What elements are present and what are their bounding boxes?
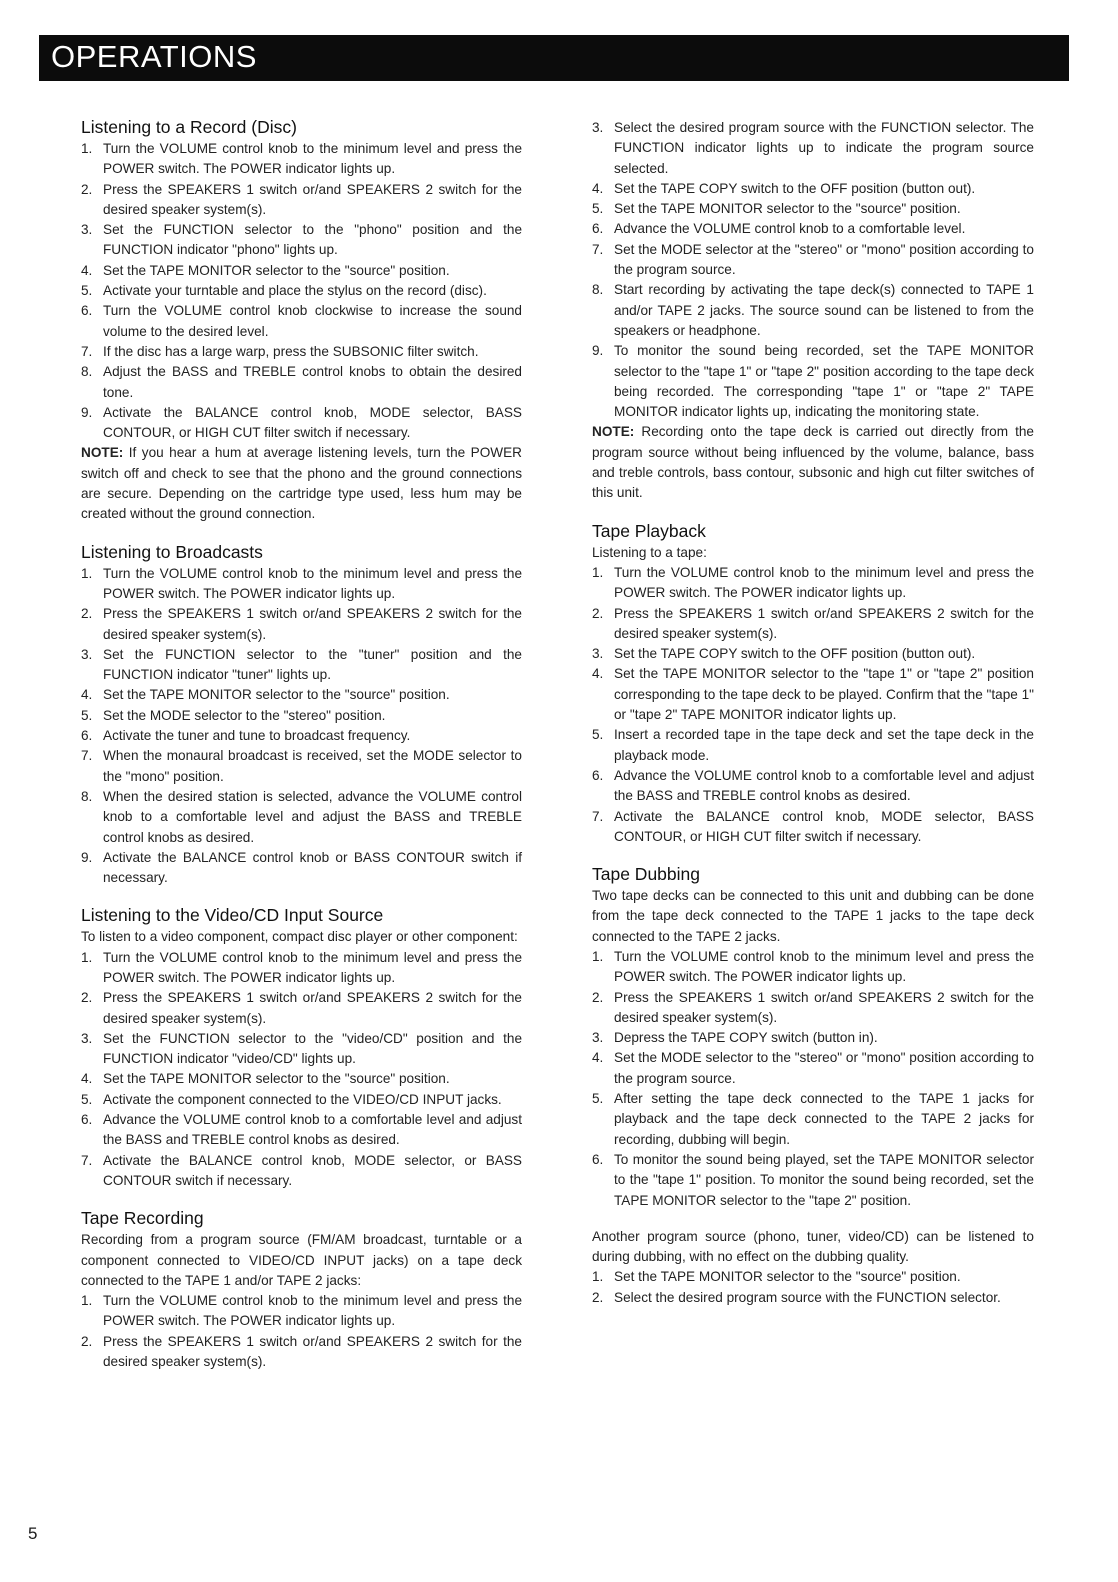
step-number: 6.: [592, 1151, 604, 1167]
spacer: [592, 1211, 1034, 1227]
step-number: 3.: [81, 222, 93, 238]
step-item: [81, 281, 522, 301]
section-record: [81, 116, 522, 525]
section-intro: Two tape decks can be connected to this unit and dubbing can be done from the tape deck connected to the TAPE 1 jacks to the tape deck connected to the TAPE 2 jacks.: [592, 888, 1034, 944]
step-number: 2.: [592, 1289, 604, 1305]
step-item: [592, 240, 1034, 281]
step-number: 5.: [592, 727, 604, 743]
step-text: Activate the BALANCE control knob, MODE selector, BASS CONTOUR, or HIGH CUT filter switch if necessary.: [103, 404, 522, 441]
section-broadcasts: [81, 541, 522, 889]
step-number: 9.: [81, 404, 93, 420]
section-dubbing: [592, 863, 1034, 1308]
step-number: 2.: [81, 990, 93, 1006]
step-text: Set the MODE selector at the "stereo" or "mono" position according to the program source.: [614, 241, 1034, 278]
step-list: [592, 1267, 1034, 1308]
step-item: [81, 220, 522, 261]
step-text: Set the MODE selector to the "stereo" or "mono" position according to the program source.: [614, 1050, 1034, 1086]
step-number: 6.: [592, 767, 604, 783]
page-title: OPERATIONS: [51, 39, 257, 74]
step-item: [81, 685, 522, 705]
step-item: [592, 1150, 1034, 1211]
step-item: [592, 988, 1034, 1029]
step-item: [592, 1089, 1034, 1150]
step-text: Set the TAPE MONITOR selector to the "source" position.: [614, 201, 961, 217]
step-text: Turn the VOLUME control knob clockwise to increase the sound volume to the desired level.: [103, 303, 522, 339]
step-number: 4.: [592, 666, 604, 682]
step-text: Press the SPEAKERS 1 switch or/and SPEAKERS 2 switch for the desired speaker system(s).: [103, 181, 522, 217]
step-text: Activate the component connected to the VIDEO/CD INPUT jacks.: [103, 1091, 502, 1107]
section-heading: Listening to a Record (Disc): [81, 117, 297, 137]
step-item: [592, 1048, 1034, 1089]
step-item: [81, 988, 522, 1029]
section-recording-continued: [592, 118, 1034, 504]
step-number: 7.: [592, 808, 604, 824]
step-item: [81, 604, 522, 645]
step-item: [81, 342, 522, 362]
step-text: Press the SPEAKERS 1 switch or/and SPEAKERS 2 switch for the desired speaker system(s).: [103, 1333, 522, 1370]
step-text: Set the FUNCTION selector to the "phono" position and the FUNCTION indicator "phono" lights up.: [103, 222, 522, 258]
note: [592, 422, 1034, 503]
step-text: Insert a recorded tape in the tape deck and set the tape deck in the playback mode.: [614, 727, 1034, 763]
step-text: Set the TAPE MONITOR selector to the "source" position.: [103, 687, 450, 703]
step-item: [81, 180, 522, 221]
step-number: 5.: [592, 201, 604, 217]
step-item: [81, 1110, 522, 1151]
step-number: 4.: [592, 1050, 604, 1066]
step-text: Set the TAPE COPY switch to the OFF position (button out).: [614, 180, 976, 196]
section-intro: To listen to a video component, compact disc player or other component:: [81, 929, 518, 945]
step-text: When the monaural broadcast is received, set the MODE selector to the "mono" position.: [103, 748, 522, 784]
step-number: 2.: [592, 989, 604, 1005]
section-heading: Listening to Broadcasts: [81, 541, 263, 562]
step-text: To monitor the sound being recorded, set the TAPE MONITOR selector to the "tape 1" or "tape 2" position according to the tape deck being recorded. The corresponding "tape 1" or "tape 2" TAPE MONITOR indicator lights up, indicating the monitoring state.: [614, 343, 1034, 420]
step-item: [592, 219, 1034, 239]
step-text: Press the SPEAKERS 1 switch or/and SPEAKERS 2 switch for the desired speaker system(s).: [614, 989, 1034, 1025]
step-item: [81, 362, 522, 403]
step-text: Press the SPEAKERS 1 switch or/and SPEAKERS 2 switch for the desired speaker system(s).: [614, 605, 1034, 641]
step-text: Start recording by activating the tape deck(s) connected to TAPE 1 and/or TAPE 2 jacks. The source sound can be listened to from the speakers or headphone.: [614, 282, 1034, 338]
step-item: [592, 179, 1034, 199]
step-text: Turn the VOLUME control knob to the minimum level and press the POWER switch. The POWER indicator lights up.: [103, 141, 522, 177]
step-number: 3.: [81, 646, 93, 662]
step-text: Turn the VOLUME control knob to the minimum level and press the POWER switch. The POWER indicator lights up.: [103, 949, 522, 985]
step-item: [81, 139, 522, 180]
step-item: [81, 1332, 522, 1373]
step-item: [592, 563, 1034, 604]
step-item: [592, 644, 1034, 664]
step-text: Turn the VOLUME control knob to the minimum level and press the POWER switch. The POWER indicator lights up.: [614, 564, 1034, 601]
note-label: NOTE:: [81, 445, 124, 461]
step-number: 1.: [592, 948, 604, 964]
step-item: [81, 1090, 522, 1110]
step-number: 4.: [81, 262, 93, 278]
step-number: 3.: [592, 120, 604, 135]
step-text: Select the desired program source with the FUNCTION selector. The FUNCTION indicator lights up to indicate the program source selected.: [614, 120, 1034, 176]
section-heading: Tape Playback: [592, 520, 706, 541]
section-intro: Recording from a program source (FM/AM broadcast, turntable or a component connected to VIDEO/CD INPUT jacks) on a tape deck connected to the TAPE 1 and/or TAPE 2 jacks:: [81, 1232, 522, 1288]
step-text: Turn the VOLUME control knob to the minimum level and press the POWER switch. The POWER indicator lights up.: [103, 1293, 522, 1329]
header-banner: [39, 35, 1069, 81]
section-videocd: [81, 904, 522, 1191]
step-item: [592, 604, 1034, 645]
step-number: 8.: [81, 788, 93, 804]
step-text: After setting the tape deck connected to the TAPE 1 jacks for playback and the tape deck connected to the TAPE 2 jacks for recording, dubbing will begin.: [614, 1091, 1034, 1147]
section-heading: Tape Recording: [81, 1208, 204, 1229]
step-item: [592, 725, 1034, 766]
step-number: 8.: [592, 282, 604, 298]
note-label: NOTE:: [592, 424, 635, 440]
step-text: Set the TAPE MONITOR selector to the "tape 1" or "tape 2" position corresponding to the tape deck to be played. Confirm that the "tape 1" or "tape 2" TAPE MONITOR indicator lights up.: [614, 666, 1034, 723]
step-item: [81, 261, 522, 281]
step-text: Activate the tuner and tune to broadcast frequency.: [103, 728, 411, 744]
step-number: 3.: [592, 646, 604, 662]
step-list: [81, 139, 522, 443]
left-column: [81, 116, 522, 1388]
step-number: 5.: [81, 707, 93, 723]
step-text: Set the FUNCTION selector to the "tuner" position and the FUNCTION indicator "tuner" lights up.: [103, 646, 522, 683]
step-number: 6.: [592, 221, 604, 237]
step-number: 2.: [81, 181, 93, 197]
section-recording: [81, 1207, 522, 1372]
step-number: 1.: [81, 1293, 93, 1309]
note-text: Recording onto the tape deck is carried out directly from the program source without being influenced by the volume, balance, bass and treble controls, bass contour, subsonic and high cut filter switches of this unit.: [592, 424, 1034, 501]
section-heading: Tape Dubbing: [592, 864, 700, 885]
step-item: [81, 746, 522, 787]
page-number: 5: [28, 1524, 38, 1543]
step-item: [81, 1291, 522, 1332]
step-item: [81, 948, 522, 989]
section-extra: Another program source (phono, tuner, video/CD) can be listened to during dubbing, with no effect on the dubbing quality.: [592, 1228, 1034, 1265]
step-number: 2.: [81, 1333, 93, 1349]
step-number: 1.: [592, 564, 604, 580]
step-item: [81, 1151, 522, 1192]
step-number: 5.: [592, 1091, 604, 1107]
step-item: [592, 766, 1034, 807]
step-item: [592, 1267, 1034, 1287]
step-number: 4.: [81, 687, 93, 703]
step-list: [592, 563, 1034, 847]
step-number: 3.: [81, 1030, 93, 1046]
step-text: Press the SPEAKERS 1 switch or/and SPEAKERS 2 switch for the desired speaker system(s).: [103, 990, 522, 1026]
step-item: [81, 706, 522, 726]
step-number: 2.: [81, 606, 93, 622]
step-number: 8.: [81, 364, 93, 380]
step-text: Activate the BALANCE control knob or BASS CONTOUR switch if necessary.: [103, 849, 522, 886]
step-text: Set the TAPE COPY switch to the OFF position (button out).: [614, 646, 976, 662]
step-number: 9.: [592, 343, 604, 359]
step-text: Activate the BALANCE control knob, MODE selector, BASS CONTOUR, or HIGH CUT filter switch if necessary.: [614, 808, 1034, 844]
step-number: 4.: [592, 180, 604, 196]
step-number: 7.: [81, 748, 93, 764]
step-item: [592, 341, 1034, 422]
step-item: [81, 726, 522, 746]
step-number: 1.: [592, 1269, 604, 1285]
step-item: [81, 301, 522, 342]
note-text: If you hear a hum at average listening levels, turn the POWER switch off and check to see that the phono and the ground connections are secure. Depending on the cartridge type used, less hum may be created without the ground connection.: [81, 445, 522, 522]
step-number: 6.: [81, 303, 93, 319]
step-number: 6.: [81, 1112, 93, 1128]
step-number: 7.: [81, 1152, 93, 1168]
step-list: [592, 947, 1034, 1211]
step-text: Advance the VOLUME control knob to a comfortable level.: [614, 221, 966, 237]
step-item: [592, 118, 1034, 179]
step-text: Press the SPEAKERS 1 switch or/and SPEAKERS 2 switch for the desired speaker system(s).: [103, 606, 522, 642]
right-column: [592, 118, 1034, 1324]
step-number: 7.: [81, 343, 93, 359]
step-list: [81, 1291, 522, 1372]
step-item: [592, 807, 1034, 848]
step-item: [81, 1029, 522, 1070]
step-text: Turn the VOLUME control knob to the minimum level and press the POWER switch. The POWER indicator lights up.: [614, 948, 1034, 985]
step-text: Advance the VOLUME control knob to a comfortable level and adjust the BASS and TREBLE control knobs as desired.: [614, 767, 1034, 804]
step-text: Depress the TAPE COPY switch (button in).: [614, 1030, 878, 1046]
step-number: 7.: [592, 241, 604, 257]
step-number: 3.: [592, 1030, 604, 1046]
step-text: Set the FUNCTION selector to the "video/CD" position and the FUNCTION indicator "video/CD" lights up.: [103, 1030, 522, 1067]
step-list: [81, 948, 522, 1192]
step-text: Set the TAPE MONITOR selector to the "source" position.: [103, 1071, 450, 1087]
step-item: [81, 645, 522, 686]
section-playback: [592, 520, 1034, 847]
step-number: 2.: [592, 605, 604, 621]
step-number: 1.: [81, 949, 93, 965]
step-text: Activate your turntable and place the stylus on the record (disc).: [103, 283, 487, 299]
step-text: Activate the BALANCE control knob, MODE selector, or BASS CONTOUR switch if necessary.: [103, 1152, 522, 1188]
step-item: [81, 564, 522, 605]
step-number: 1.: [81, 565, 93, 581]
step-item: [81, 1069, 522, 1089]
step-item: [81, 848, 522, 889]
step-item: [81, 403, 522, 444]
step-text: Set the MODE selector to the "stereo" position.: [103, 707, 386, 723]
step-list: [592, 118, 1034, 422]
step-text: When the desired station is selected, advance the VOLUME control knob to a comfortable level and adjust the BASS and TREBLE control knobs as desired.: [103, 788, 522, 845]
step-text: Select the desired program source with the FUNCTION selector.: [614, 1289, 1001, 1305]
step-number: 9.: [81, 849, 93, 865]
step-text: Turn the VOLUME control knob to the minimum level and press the POWER switch. The POWER indicator lights up.: [103, 565, 522, 601]
step-number: 1.: [81, 141, 93, 156]
step-text: Set the TAPE MONITOR selector to the "source" position.: [103, 262, 450, 278]
step-text: Adjust the BASS and TREBLE control knobs to obtain the desired tone.: [103, 364, 522, 400]
step-text: If the disc has a large warp, press the SUBSONIC filter switch.: [103, 343, 479, 359]
step-number: 5.: [81, 1091, 93, 1107]
step-item: [592, 1288, 1034, 1308]
step-item: [592, 664, 1034, 725]
step-list: [81, 564, 522, 889]
step-item: [592, 1028, 1034, 1048]
step-item: [592, 947, 1034, 988]
step-item: [592, 280, 1034, 341]
section-intro: Listening to a tape:: [592, 544, 707, 560]
step-number: 5.: [81, 283, 93, 299]
step-item: [592, 199, 1034, 219]
step-text: Set the TAPE MONITOR selector to the "source" position.: [614, 1269, 961, 1285]
section-heading: Listening to the Video/CD Input Source: [81, 905, 384, 926]
step-item: [81, 787, 522, 848]
step-text: Advance the VOLUME control knob to a comfortable level and adjust the BASS and TREBLE control knobs as desired.: [103, 1112, 522, 1148]
step-number: 4.: [81, 1071, 93, 1087]
step-number: 6.: [81, 728, 93, 744]
step-text: To monitor the sound being played, set the TAPE MONITOR selector to the "tape 1" position. To monitor the sound being recorded, set the TAPE MONITOR selector to the "tape 2" position.: [614, 1151, 1034, 1208]
note: [81, 443, 522, 524]
